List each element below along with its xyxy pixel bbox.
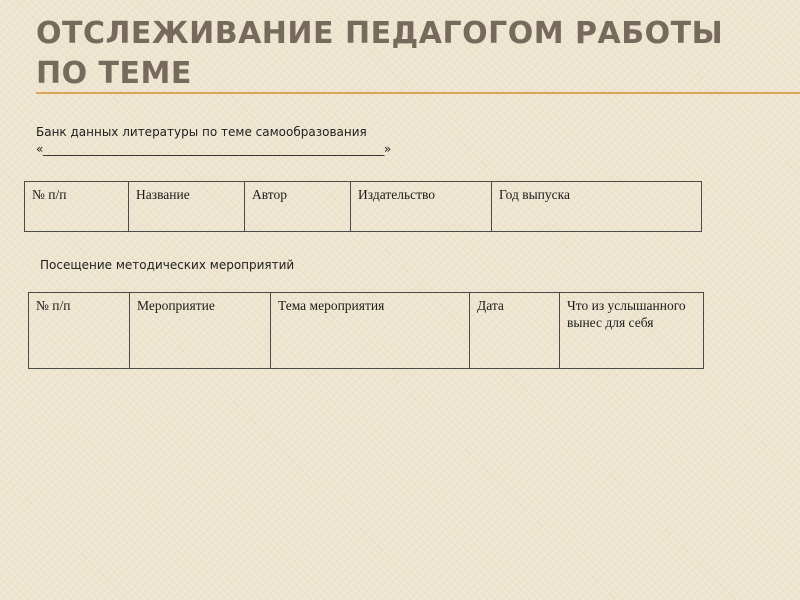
literature-header-number: № п/п <box>25 182 129 232</box>
literature-header-author: Автор <box>245 182 351 232</box>
literature-caption: Банк данных литературы по теме самообразования <box>36 125 367 139</box>
events-header-topic-text: Тема мероприятия <box>278 298 385 313</box>
title-underline <box>36 92 800 94</box>
literature-header-year: Год выпуска <box>492 182 702 232</box>
literature-topic-blank: «______________________________________________________________» <box>36 142 391 156</box>
events-header-takeaway: Что из услышанного вынес для себя <box>560 293 704 369</box>
slide-title-line-1: ОТСЛЕЖИВАНИЕ ПЕДАГОГОМ РАБОТЫ <box>36 16 724 51</box>
table-row <box>29 293 704 369</box>
slide-title <box>36 14 766 94</box>
events-header-number: № п/п <box>29 293 130 369</box>
events-caption: Посещение методических мероприятий <box>40 258 295 272</box>
literature-header-title: Название <box>129 182 245 232</box>
events-header-event: Мероприятие <box>130 293 271 369</box>
events-header-topic <box>271 293 470 369</box>
literature-table <box>24 181 702 232</box>
slide-title-line-2: ПО ТЕМЕ <box>36 56 192 91</box>
events-table <box>28 292 704 369</box>
literature-header-publisher: Издательство <box>351 182 492 232</box>
events-header-date: Дата <box>470 293 560 369</box>
table-row <box>25 182 702 232</box>
